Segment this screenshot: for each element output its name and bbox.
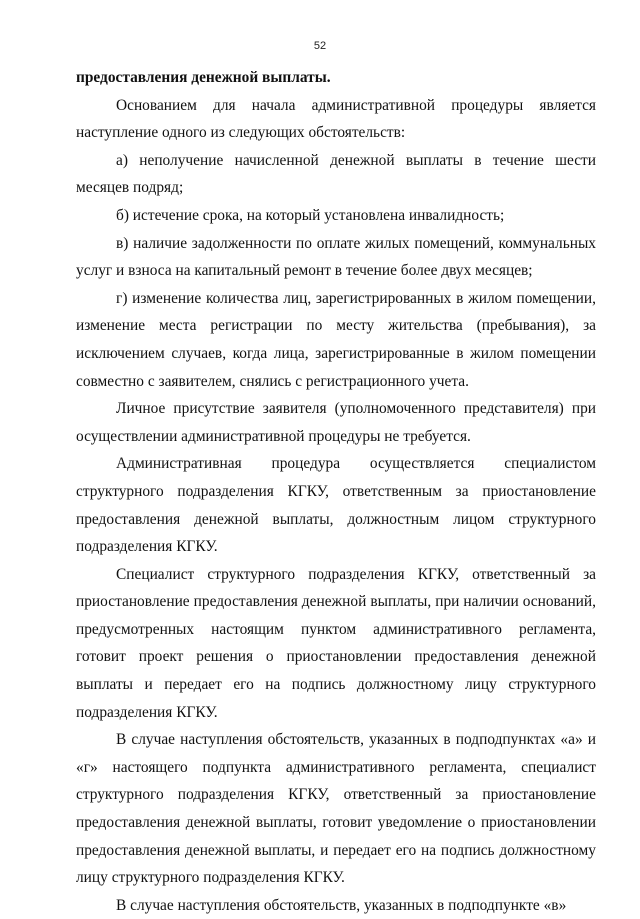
document-body: [76, 64, 596, 919]
paragraph-basis: Основанием для начала административной процедуры является наступление одного из следующих обстоятельств:: [76, 96, 596, 142]
paragraph-case-a-g: В случае наступления обстоятельств, указанных в подподпунктах «а» и «г» настоящего подпункта административного регламента, специалист структурного подразделения КГКУ, ответственный за приостановление предоставления денежной выплаты, готовит уведомление о приостановлении предоставления денежной выплаты, и передает его на подпись должностному лицу структурного подразделения КГКУ.: [76, 731, 596, 887]
paragraph-procedure: Административная процедура осуществляется специалистом структурного подразделения КГКУ, ответственным за приостановление предоставления денежной выплаты, должностным лицом структурного подразделения КГКУ.: [76, 455, 596, 556]
paragraph-item-a: а) неполучение начисленной денежной выплаты в течение шести месяцев подряд;: [76, 151, 596, 197]
page-number: 52: [313, 40, 327, 52]
paragraph-case-v: В случае наступления обстоятельств, указанных в подподпункте «в»: [116, 896, 567, 914]
paragraph-continuation: предоставления денежной выплаты.: [76, 69, 331, 86]
paragraph-item-b: б) истечение срока, на который установлена инвалидность;: [116, 206, 505, 224]
paragraph-item-v: в) наличие задолженности по оплате жилых помещений, коммунальных услуг и взноса на капитальный ремонт в течение более двух месяцев;: [76, 234, 596, 280]
paragraph-specialist: Специалист структурного подразделения КГКУ, ответственный за приостановление предоставления денежной выплаты, при наличии оснований, предусмотренных настоящим пунктом административного регламента, готовит проект решения о приостановлении предоставления денежной выплаты и передает его на подпись должностному лицу структурного подразделения КГКУ.: [76, 565, 596, 721]
paragraph-item-g: г) изменение количества лиц, зарегистрированных в жилом помещении, изменение места регистрации по месту жительства (пребывания), за исключением случаев, когда лица, зарегистрированные в жилом помещении совместно с заявителем, снялись с регистрационного учета.: [76, 289, 596, 390]
paragraph-presence: Личное присутствие заявителя (уполномоченного представителя) при осуществлении административной процедуры не требуется.: [76, 400, 596, 445]
